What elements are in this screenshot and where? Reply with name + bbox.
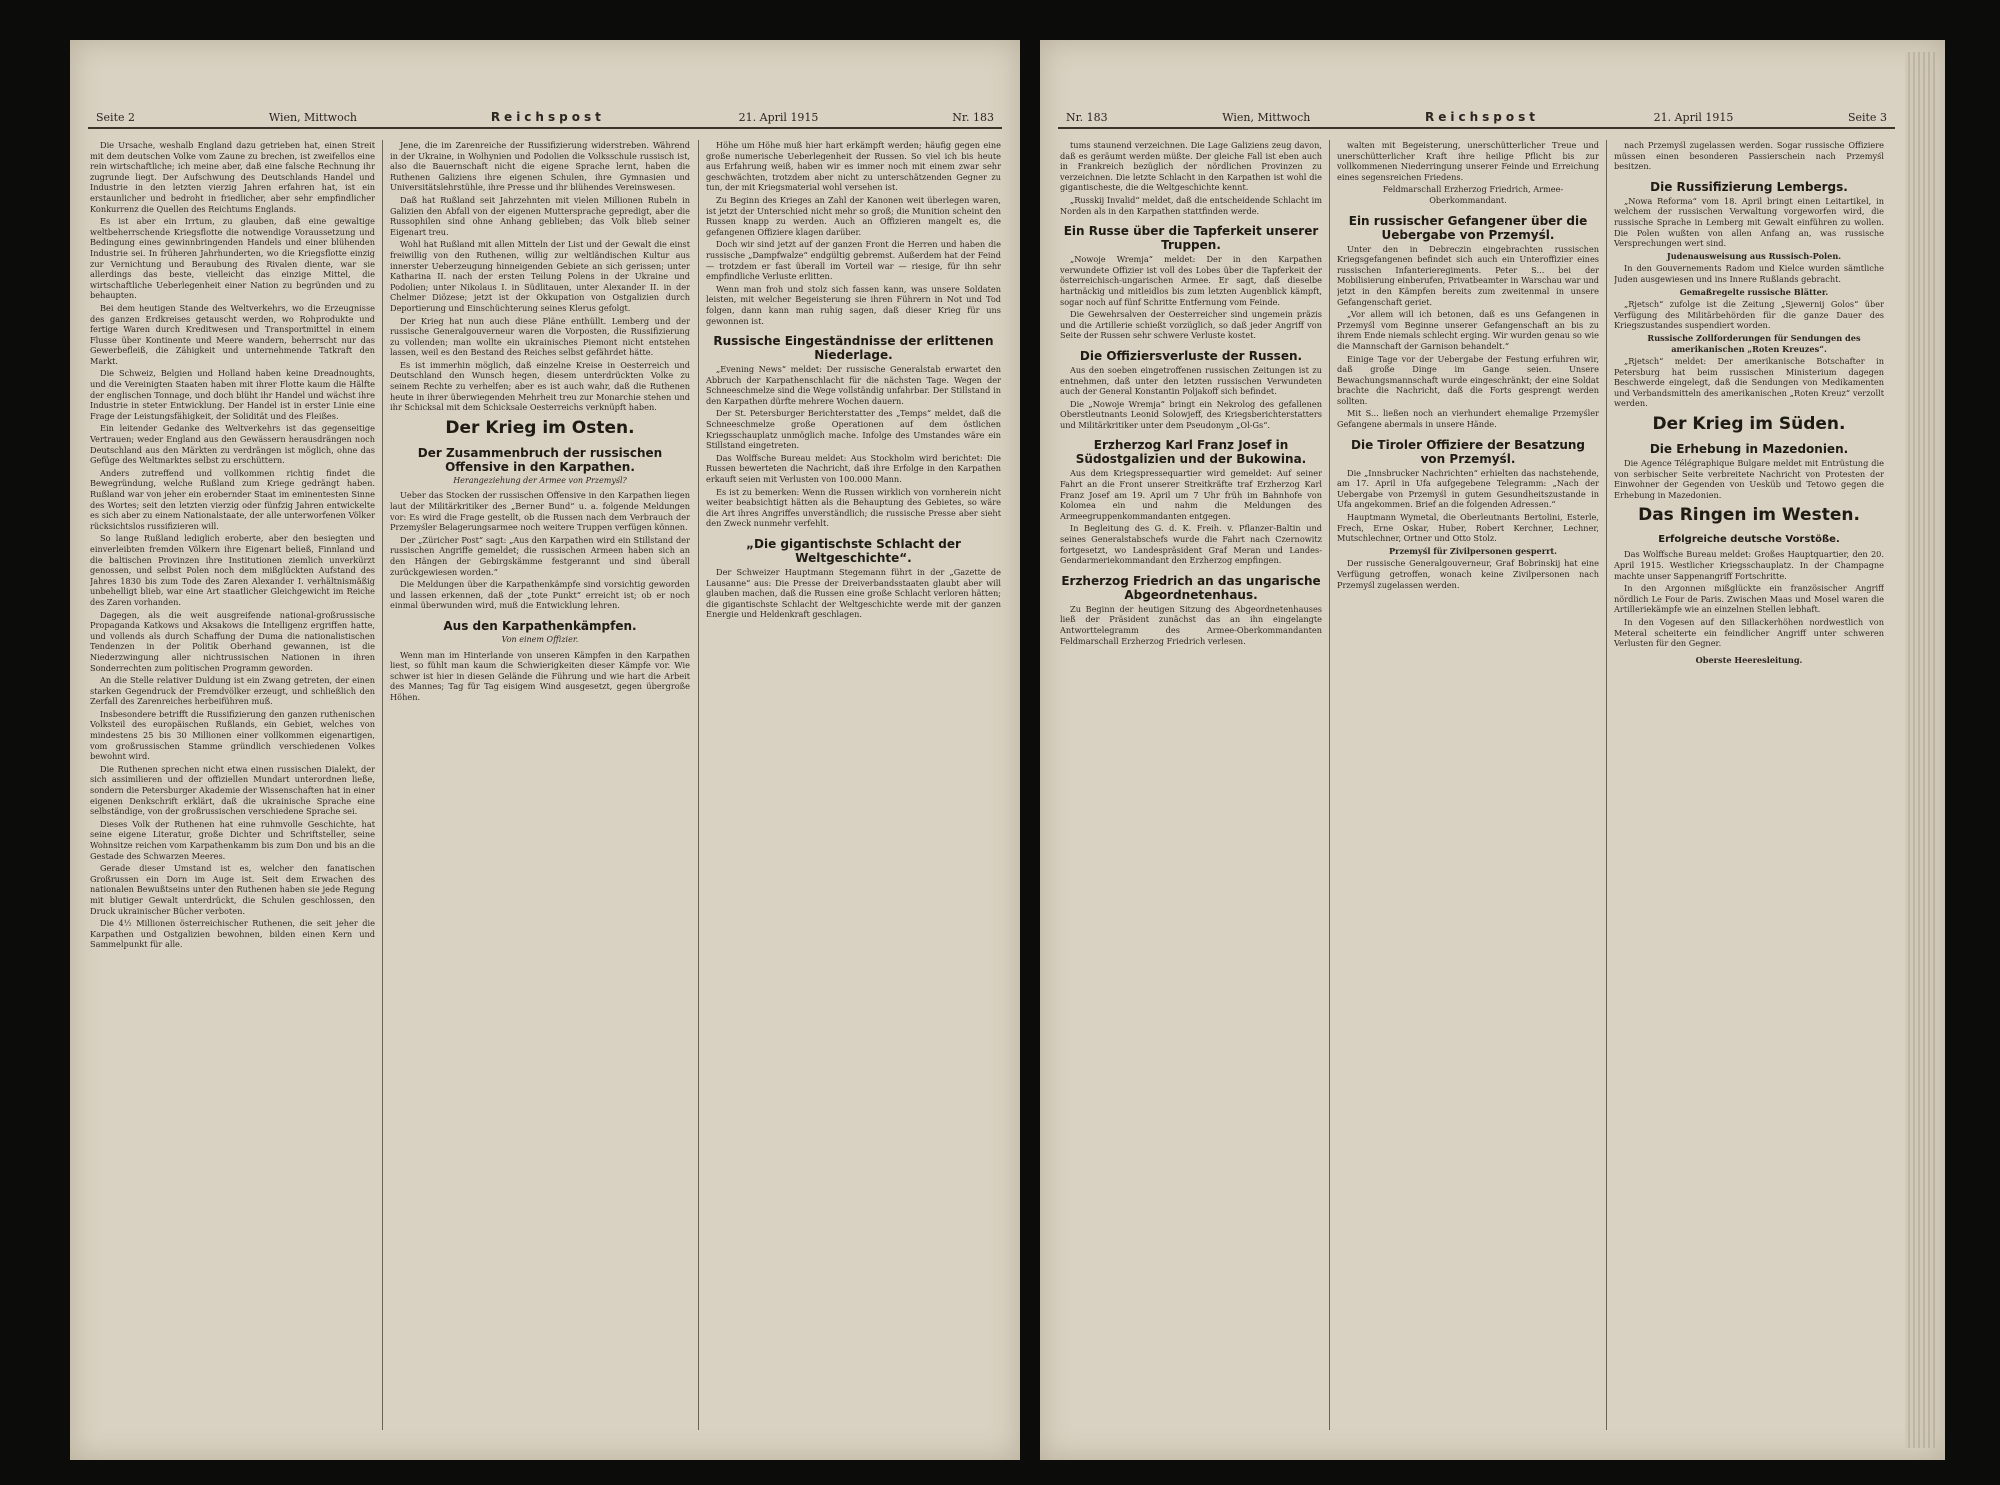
- signature-heeresleitung: Oberste Heeresleitung.: [1695, 654, 1803, 665]
- headline-tapferkeit: Ein Russe über die Tapferkeit unserer Truppen.: [1063, 224, 1319, 253]
- article-column: walten mit Begeisterung, unerschütterlicher Treue und unerschütterlicher Kraft ihre heilige Pflicht bis zur vollkommenen Niederringung unserer Feinde und Erreichung eines segensreichen Friedens. Feldmarschall Erzherzog Friedrich, Armee-Oberkommandant. Ein russischer Gefangener über die Uebergabe von Przemyśl. Unter den in Debreczin eingebrachten russischen Kriegsgefangenen befindet sich auch ein Unteroffizier eines russischen Infanterieregiments. Peter S... bei der Mobilisierung einberufen, Privatbeamter in Warschau war und jetzt in den Kämpfen bereits zum zweitenmal in unsere Gefangenschaft geriet. „Vor allem will ich betonen, daß es uns Gefangenen in Przemyśl vom Beginne unserer Gefangenschaft an bis zu ihrem Ende niemals schlecht erging. Wir wurden genau so wie die Mannschaft der Garnison behandelt.“ Einige Tage vor der Uebergabe der Festung erfuhren wir, daß große Dinge im Gange seien. Unsere Bewachungsmannschaft wurde eingeschränkt; der eine Soldat brachte die Nachricht, daß die Forts gesprengt werden sollten. Mit S... ließen noch an vierhundert ehemalige Przemyśler Gefangene abermals in unsere Hände. Die Tiroler Offiziere der Besatzung von Przemyśl. Die „Innsbrucker Nachrichten“ erhielten das nachstehende, am 17. April in Ufa aufgegebene Telegramm: „Nach der Uebergabe von Przemyśl in gutem Gesundheitszustande in Ufa angekommen. Brief an die folgenden Adressen.“ Hauptmann Wymetal, die Oberleutnants Bertolini, Esterle, Frech, Erne Oskar, Huber, Robert Kerchner, Lechner, Mutschlechner, Ortner und Otto Stolz. Przemyśl für Zivilpersonen gesperrt. Der russische Generalgouverneur, Graf Bobrinskij hat eine Verfügung getroffen, wonach keine Zivilpersonen nach Przemyśl zugelassen werden.: [1337, 140, 1599, 590]
- header-date: 21. April 1915: [738, 111, 819, 124]
- headline-gefangener: Ein russischer Gefangener über die Uebergabe von Przemyśl.: [1348, 213, 1588, 242]
- headline-ringen-im-westen: Das Ringen im Westen.: [1638, 505, 1860, 526]
- headline-lemberg: Die Russifizierung Lembergs.: [1650, 179, 1848, 194]
- headline-erzherzog-karl: Erzherzog Karl Franz Josef in Südostgalizien und der Bukowina.: [1075, 438, 1307, 467]
- column-rule: [698, 140, 699, 1430]
- headline-herangeziehung: Herangeziehung der Armee von Przemyśl?: [453, 475, 627, 485]
- page-header-right: [1058, 102, 1895, 129]
- byline-offizier: Von einem Offizier.: [501, 634, 579, 644]
- newspaper-page-right: [1040, 40, 1945, 1460]
- page-number: Seite 3: [1847, 111, 1887, 124]
- issue-number: Nr. 183: [1066, 111, 1108, 124]
- page-header-left: [88, 102, 1002, 129]
- headline-tiroler-offiziere: Die Tiroler Offiziere der Besatzung von Przemyśl.: [1351, 437, 1585, 466]
- headline-erzherzog-friedrich: Erzherzog Friedrich an das ungarische Abgeordnetenhaus.: [1061, 573, 1321, 602]
- headline-zusammenbruch: Der Zusammenbruch der russischen Offensive in den Karpathen.: [417, 445, 663, 474]
- header-date: 21. April 1915: [1653, 111, 1734, 124]
- column-rule: [382, 140, 383, 1430]
- article-column: Jene, die im Zarenreiche der Russifizierung widerstreben. Während in der Ukraine, in Wolhynien und Podolien die Volksschule russisch ist, also die Bauernschaft nicht die eigene Sprache lernt, haben die Ruthenen Galiziens ihre eigenen Schulen, ihre Gymnasien und Universitätslehrstühle, ihre Presse und ihr blühendes Vereinswesen. Daß hat Rußland seit Jahrzehnten mit vielen Millionen Rubeln in Galizien den Abfall von der eigenen Muttersprache gepredigt, aber die Russophilen sind ohne Anhang geblieben; das Volk blieb seiner Eigenart treu. Wohl hat Rußland mit allen Mitteln der List und der Gewalt die einst freiwillig von den Ruthenen, willig zur weltländischen Kultur aus innerster Ueberzeugung hinneigenden Gebiete an sich gerissen; unter Katharina II. nach der ersten Teilung Polens in der Ukraine und Podolien; unter Nikolaus I. in Südlitauen, unter Alexander II. in der Chelmer Diözese; jetzt ist der Okkupation von Ostgalizien durch Deportierung und Einschüchterung seines Klerus gefolgt. Der Krieg hat nun auch diese Pläne enthüllt. Lemberg und der russische Generalgouverneur waren die Vorposten, die Russifizierung zu vollenden; man wollte ein ukrainisches Piemont nicht entstehen lassen, weil es den Bestand des Reiches selbst gefährdet hätte. Es ist immerhin möglich, daß einzelne Kreise in Oesterreich und Deutschland den Wunsch hegen, diesem unterdrückten Volke zu seinem Rechte zu verhelfen; aber es ist auch wahr, daß die Ruthenen heute in ihrer überwiegenden Mehrheit treu zur Monarchie stehen und ihr Schicksal mit dem Schicksale Oesterreichs verknüpft haben. Der Krieg im Osten. Der Zusammenbruch der russischen Offensive in den Karpathen. Herangeziehung der Armee von Przemyśl? Ueber das Stocken der russischen Offensive in den Karpathen liegen laut der Militärkritiker des „Berner Bund“ u. a. folgende Meldungen vor: Es wird die Frage gestellt, ob die Russen nach dem Verbrauch der Przemyśler Belagerungsarmee noch weitere Truppen verfügen können. Der „Züricher Post“ sagt: „Aus den Karpathen wird ein Stillstand der russischen Angriffe gemeldet; die russischen Armeen haben sich an den Hängen der Gebirgskämme festgerannt und sind überall zurückgewiesen worden.“ Die Meldungen über die Karpathenkämpfe sind vorsichtig geworden und lassen erkennen, daß der „tote Punkt“ erreicht ist; ob er noch einmal überwunden wird, muß die Entwicklung lehren. Aus den Karpathenkämpfen. Von einem Offizier. Wenn man im Hinterlande von unseren Kämpfen in den Karpathen liest, so fühlt man kaum die Schwierigkeiten dieser Kämpfe vor. Wie schwer ist hier in diesen Gelände die Führung und wie hart die Arbeit des Mannes; Tag für Tag eisigem Wind ausgesetzt, gegen übergroße Höhen.: [390, 140, 690, 702]
- column-rule: [1329, 140, 1330, 1430]
- headline-krieg-im-sueden: Der Krieg im Süden.: [1652, 414, 1846, 435]
- headline-mazedonien: Die Erhebung in Mazedonien.: [1649, 442, 1849, 457]
- masthead: Reichspost: [1424, 110, 1539, 124]
- header-day: Wien, Mittwoch: [268, 111, 357, 124]
- article-column: Höhe um Höhe muß hier hart erkämpft werden; häufig gegen eine große numerische Ueberlegenheit der Russen. So viel ich bis heute aus Erfahrung weiß, haben wir es immer noch mit einem zwar sehr geschwächten, trotzdem aber nicht zu unterschätzenden Gegner zu tun, der mit Kriegsmaterial wohl versehen ist. Zu Beginn des Krieges an Zahl der Kanonen weit überlegen waren, ist jetzt der Unterschied nicht mehr so groß; die Munition scheint den Russen knapp zu werden. Auch an Offizieren mangelt es, die gefangenen Offiziere klagen darüber. Doch wir sind jetzt auf der ganzen Front die Herren und haben die russische „Dampfwalze“ endgültig gebremst. Außerdem hat der Feind — trotzdem er fast überall im Vorteil war — riesige, für ihn sehr empfindliche Verluste erlitten. Wenn man froh und stolz sich fassen kann, was unsere Soldaten leisten, mit welcher Begeisterung sie ihren Führern in Not und Tod folgen, dann kann man ruhig sagen, daß dieser Krieg für uns gewonnen ist. Russische Eingeständnisse der erlittenen Niederlage. „Evening News“ meldet: Der russische Generalstab erwartet den Abbruch der Karpathenschlacht für die nächsten Tage. Wegen der Schneeschmelze sind die Wege vollständig unfahrbar. Der Stillstand in den Karpathen dürfte mehrere Wochen dauern. Der St. Petersburger Berichterstatter des „Temps“ meldet, daß die Schneeschmelze große Operationen auf dem östlichen Kriegsschauplatz unmöglich mache. Infolge des Umstandes wäre ein Stillstand eingetreten. Das Wolffsche Bureau meldet: Aus Stockholm wird berichtet: Die Russen bewerteten die Nachricht, daß ihre Erfolge in den Karpathen erkauft seien mit Verlusten von 100.000 Mann. Es ist zu bemerken: Wenn die Russen wirklich von vornherein nicht weiter beabsichtigt hätten als die Behauptung des Gebietes, so wäre die Art ihres Angriffes unverständlich; die russische Presse aber sieht den Zweck nunmehr verfehlt. „Die gigantischste Schlacht der Weltgeschichte“. Der Schweizer Hauptmann Stegemann führt in der „Gazette de Lausanne“ aus: Die Presse der Dreiverbandsstaaten glaubt aber will glauben machen, daß die Russen eine große Schlacht verloren hätten; die gigantischste Schlacht der Weltgeschichte werde mit der ganzen Energie und Heldenkraft geschlagen.: [706, 140, 1001, 620]
- article-column: Die Ursache, weshalb England dazu getrieben hat, einen Streit mit dem deutschen Volke vom Zaune zu brechen, ist zweifellos eine rein wirtschaftliche; ich meine aber, daß eine falsche Rechnung ihr zugrunde liegt. Der Aufschwung des Deutschlands Handel und Industrie in den letzten vierzig Jahren erfahren hat, ist ein erstaunlicher und bedroht in friedlicher, aber sehr empfindlicher Konkurrenz die Quellen des Reichtums Englands. Es ist aber ein Irrtum, zu glauben, daß eine gewaltige weltbeherrschende Kriegsflotte die notwendige Voraussetzung und Bedingung eines gewinnbringenden Handels und einer blühenden Industrie sei. In früheren Jahrhunderten, wo die Kriegsflotte einzig zur Vernichtung und Beraubung des Rivalen diente, war sie allerdings das beste, vielleicht das einzige Mittel, die wirtschaftliche Ueberlegenheit einer Nation zu begründen und zu behaupten. Bei dem heutigen Stande des Weltverkehrs, wo die Erzeugnisse des ganzen Erdkreises getauscht werden, wo Rohprodukte und fertige Waren durch Kreditwesen und Transportmittel in einem Flusse über Kontinente und Meere wandern, beherrscht nur das Gewerbefleiß, die Zähigkeit und unternehmende Tatkraft den Markt. Die Schweiz, Belgien und Holland haben keine Dreadnoughts, und die Vereinigten Staaten haben mit ihrer Flotte kaum die Hälfte der englischen Tonnage, und doch blüht ihr Handel und wächst ihre Industrie in steter Entwicklung. Der Handel ist in erster Linie eine Frage der Leistungsfähigkeit, der Solidität und des Fleißes. Ein leitender Gedanke des Weltverkehrs ist das gegenseitige Vertrauen; weder England aus den Gewässern herausdrängen noch Deutschland aus den Märkten zu verdrängen ist möglich, ohne das Gefüge des Weltmarktes selbst zu erschüttern. Anders zutreffend und vollkommen richtig findet die Bewegründung, welche Rußland zum Kriege gedrängt haben. Rußland war von jeher ein erobernder Staat im eminentesten Sinne des Wortes; seit den letzten vierzig oder fünfzig Jahren entwickelte es sich aber zu einem Nationalstaate, der alle unterworfenen Völker rücksichtslos russifizieren will. So lange Rußland lediglich eroberte, aber den besiegten und einverleibten fremden Völkern ihre Eigenart beließ, Finnland und die baltischen Provinzen ihre Institutionen ziemlich unverkürzt genossen, und selbst Polen noch dem mißglückten Aufstand des Jahres 1830 bis zum Tode des Zaren Alexander I. verhältnismäßig unbehelligt blieb, war eine Art staatlicher Gleichgewicht im Reiche des Zaren vorhanden. Dagegen, als die weit ausgreifende national-großrussische Propaganda Katkows und Aksakows die Intelligenz ergriffen hatte, und vollends als durch Schaffung der Duma die nationalistischen Tendenzen in der Politik Oberhand gewannen, ist die Niederzwingung aller nichtrussischen Nationen in ihren Sonderrechten zum politischen Programm geworden. An die Stelle relativer Duldung ist ein Zwang getreten, der einen starken Gegendruck der Fremdvölker erzeugt, und schließlich den Zerfall des Zarenreiches herbeiführen muß. Insbesondere betrifft die Russifizierung den ganzen ruthenischen Volksteil des europäischen Rußlands, ein Gebiet, welches von mindestens 25 bis 30 Millionen einer vollkommen eigenartigen, vom großrussischen Stamme gründlich verschiedenen Volkes bewohnt wird. Die Ruthenen sprechen nicht etwa einen russischen Dialekt, der sich assimilieren und der offiziellen Mundart unterordnen ließe, sondern die Petersburger Akademie der Wissenschaften hat in einer eigenen Denkschrift erklärt, daß die ukrainische Sprache eine selbständige, von der großrussischen verschiedene Sprache sei. Dieses Volk der Ruthenen hat eine ruhmvolle Geschichte, hat seine eigene Literatur, große Dichter und Schriftsteller, seine Wohnsitze reichen vom Karpathenkamm bis zum Don und bis an die Gestade des Schwarzen Meeres. Gerade dieser Umstand ist es, welcher den fanatischen Großrussen ein Dorn im Auge ist. Seit dem Erwachen des nationalen Bewußtseins unter den Ruthenen haben sie jede Regung mit blutiger Gewalt unterdrückt, die Schulen geschlossen, den Druck ukrainischer Bücher verboten. Die 4½ Millionen österreichischer Ruthenen, die seit jeher die Karpathen und Ostgalizien bewohnen, bilden einen Kern und Sammelpunkt für alle.: [90, 140, 375, 950]
- headline-gigantischste-schlacht: „Die gigantischste Schlacht der Weltgeschichte“.: [746, 537, 961, 565]
- page-number: Seite 2: [96, 111, 135, 124]
- page-edge: [1905, 52, 1935, 1448]
- headline-karpathenkaempfe: Aus den Karpathenkämpfen.: [443, 618, 637, 633]
- headline-offiziersverluste: Die Offiziersverluste der Russen.: [1079, 348, 1303, 363]
- headline-russische-eingestaendnisse: Russische Eingeständnisse der erlittenen Niederlage.: [713, 334, 994, 363]
- masthead: Reichspost: [490, 110, 605, 124]
- article-column: nach Przemyśl zugelassen werden. Sogar russische Offiziere müssen einen besonderen Passierschein nach Przemyśl besitzen. Die Russifizierung Lembergs. „Nowa Reforma“ vom 18. April bringt einen Leitartikel, in welchem der russischen Verwaltung vorgeworfen wird, die russische Sprache in Lemberg mit Gewalt einführen zu wollen. Die Polen wußten von allen Anfang an, was russische Versprechungen wert sind. Judenausweisung aus Russisch-Polen. In den Gouvernements Radom und Kielce wurden sämtliche Juden ausgewiesen und ins Innere Rußlands gebracht. Gemaßregelte russische Blätter. „Rjetsch“ zufolge ist die Zeitung „Sjewernij Golos“ über Verfügung des Militärbehörden für die ganze Dauer des Kriegszustandes suspendiert worden. Russische Zollforderungen für Sendungen des amerikanischen „Roten Kreuzes“. „Rjetsch“ meldet: Der amerikanische Botschafter in Petersburg hat beim russischen Ministerium dagegen Beschwerde eingelegt, daß die Sendungen von Medikamenten und Verbandsmitteln des amerikanischen „Roten Kreuz“ verzollt werden. Der Krieg im Süden. Die Erhebung in Mazedonien. Die Agence Télégraphique Bulgare meldet mit Entrüstung die von serbischer Seite verbreitete Nachricht von Protesten der Einwohner der Gegenden von Uesküb und Tetowo gegen die Erhebung in Mazedonien. Das Ringen im Westen. Erfolgreiche deutsche Vorstöße. Das Wolffsche Bureau meldet: Großes Hauptquartier, den 20. April 1915. Westlicher Kriegsschauplatz. In der Champagne machte unser Sappenangriff Fortschritte. In den Argonnen mißglückte ein französischer Angriff nördlich Le Four de Paris. Zwischen Maas und Mosel waren die Artilleriekämpfe wie an einzelnen Stellen lebhaft. In den Vogesen auf den Sillackerhöhen nordwestlich von Meteral scheiterte ein feindlicher Angriff unter schweren Verlusten für den Gegner. Oberste Heeresleitung.: [1614, 140, 1884, 665]
- headline-vorstoesse: Erfolgreiche deutsche Vorstöße.: [1658, 534, 1840, 546]
- article-column: tums staunend verzeichnen. Die Lage Galiziens zeug davon, daß es geräumt werden müßte. Der gleiche Fall ist eben auch in Frankreich bezüglich der nördlichen Provinzen zu verzeichnen. Die letzte Schlacht in den Karpathen ist wohl die gigantischeste, die die Weltgeschichte kennt. „Russkij Invalid“ meldet, daß die entscheidende Schlacht im Norden als in den Karpathen stattfinden werde. Ein Russe über die Tapferkeit unserer Truppen. „Nowoje Wremja“ meldet: Der in den Karpathen verwundete Offizier ist voll des Lobes über die Tapferkeit der österreichisch-ungarischen Armee. Er sagt, daß dieselbe hartnäckig und mitleidlos bis zum letzten Augenblick kämpft, sogar noch auf fünf Schritte Entfernung vom Feinde. Die Gewehrsalven der Oesterreicher sind ungemein präzis und die Artillerie schießt vorzüglich, so daß jeder Angriff von Seite der Russen sehr schwere Verluste kostet. Die Offiziersverluste der Russen. Aus den soeben eingetroffenen russischen Zeitungen ist zu entnehmen, daß unter den letzten russischen Verwundeten auch der General Konstantin Poljakoff sich befindet. Die „Nowoje Wremja“ bringt ein Nekrolog des gefallenen Oberstleutnants Leonid Solowjeff, des Kriegsberichterstatters und Militärkritiker unter dem Pseudonym „Ol-Gs“. Erzherzog Karl Franz Josef in Südostgalizien und der Bukowina. Aus dem Kriegspressequartier wird gemeldet: Auf seiner Fahrt an die Front unserer Streitkräfte traf Erzherzog Karl Franz Josef am 19. April um 7 Uhr früh im Bahnhofe von Kolomea ein und nahm die Meldungen des Armeegruppenkommandanten entgegen. In Begleitung des G. d. K. Freih. v. Pflanzer-Baltin und seines Generalstabschefs wurde die Fahrt nach Czernowitz fortgesetzt, wo Landespräsident Graf Meran und Landes-Gendarmeriekommandant den Erzherzog empfingen. Erzherzog Friedrich an das ungarische Abgeordnetenhaus. Zu Beginn der heutigen Sitzung des Abgeordnetenhauses ließ der Präsident zunächst das an ihn eingelangte Antworttelegramm des Armee-Oberkommandanten Feldmarschall Erzherzog Friedrich verlesen.: [1060, 140, 1322, 646]
- column-rule: [1606, 140, 1607, 1430]
- header-day: Wien, Mittwoch: [1222, 111, 1311, 124]
- headline-krieg-im-osten: Der Krieg im Osten.: [445, 417, 635, 438]
- issue-number: Nr. 183: [952, 111, 994, 124]
- newspaper-page-left: [70, 40, 1020, 1460]
